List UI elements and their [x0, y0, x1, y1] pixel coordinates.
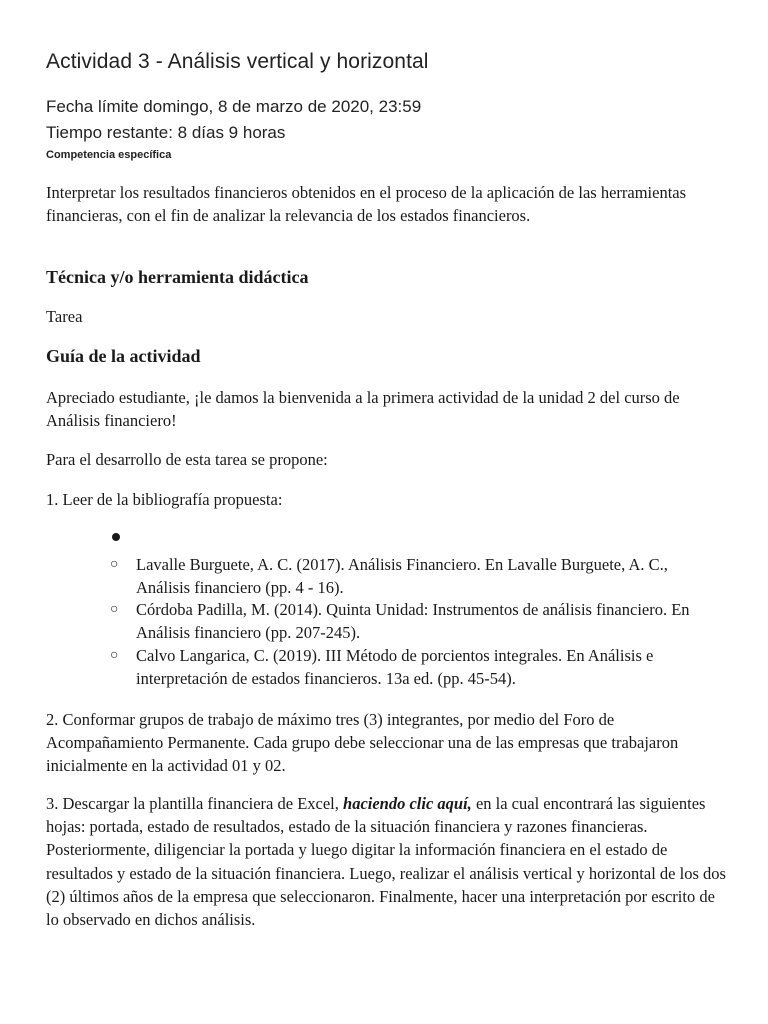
step-1-text: 1. Leer de la bibliografía propuesta:: [46, 490, 283, 509]
page-title: Actividad 3 - Análisis vertical y horizontal: [46, 50, 429, 73]
empty-bullet-icon: [112, 533, 120, 541]
competency-label: Competencia específica: [46, 149, 172, 161]
competency-text: Interpretar los resultados financieros obtenidos en el proceso de la aplicación de las herramientas financieras, con el fin de analizar la relevancia de los estados financieros.: [46, 183, 687, 226]
proposal-text: Para el desarrollo de esta tarea se propone:: [46, 450, 328, 469]
reference-item: [110, 598, 720, 644]
deadline-text: Fecha límite domingo, 8 de marzo de 2020, 23:59: [46, 97, 422, 116]
reference-item: [110, 644, 720, 690]
hollow-circle-bullet-icon: ○: [110, 602, 119, 617]
reference-text: Calvo Langarica, C. (2019). III Método de porcientos integrales. En Análisis e interpretación de estados financieros. 13a ed. (pp. 45-54).: [136, 646, 654, 689]
download-template-link[interactable]: haciendo clic aquí,: [343, 794, 472, 813]
reference-text: Lavalle Burguete, A. C. (2017). Análisis Financiero. En Lavalle Burguete, A. C., Análisis financiero (pp. 4 - 16).: [136, 555, 668, 598]
time-remaining-text: Tiempo restante: 8 días 9 horas: [46, 123, 286, 142]
reference-text: Córdoba Padilla, M. (2014). Quinta Unidad: Instrumentos de análisis financiero. En Análisis financiero (pp. 207-245).: [136, 600, 690, 643]
welcome-text: Apreciado estudiante, ¡le damos la bienvenida a la primera actividad de la unidad 2 del curso de Análisis financiero!: [46, 388, 680, 431]
step-3-text-after: en la cual encontrará las siguientes hojas: portada, estado de resultados, estado de la situación financiera y razones financieras. Posteriormente, diligenciar la portada y luego digitar la información financiera en el estado de resultados y estado de la situación financiera. Luego, realizar el análisis vertical y horizontal de los dos (2) últimos años de la empresa que seleccionaron. Finalmente, hacer una interpretación por escrito de lo observado en dichos análisis.: [46, 794, 726, 930]
step-2-text: 2. Conformar grupos de trabajo de máximo tres (3) integrantes, por medio del Foro de Acompañamiento Permanente. Cada grupo debe seleccionar una de las empresas que trabajaron inicialmente en la actividad 01 y 02.: [46, 710, 679, 776]
hollow-circle-bullet-icon: ○: [110, 648, 119, 663]
technique-heading: Técnica y/o herramienta didáctica: [46, 267, 309, 287]
step-3-text-before: 3. Descargar la plantilla financiera de Excel,: [46, 794, 344, 813]
technique-value: Tarea: [46, 307, 83, 326]
step-3-paragraph: [46, 792, 726, 931]
guide-heading: Guía de la actividad: [46, 346, 201, 366]
reference-item: [110, 553, 720, 599]
hollow-circle-bullet-icon: ○: [110, 557, 119, 572]
